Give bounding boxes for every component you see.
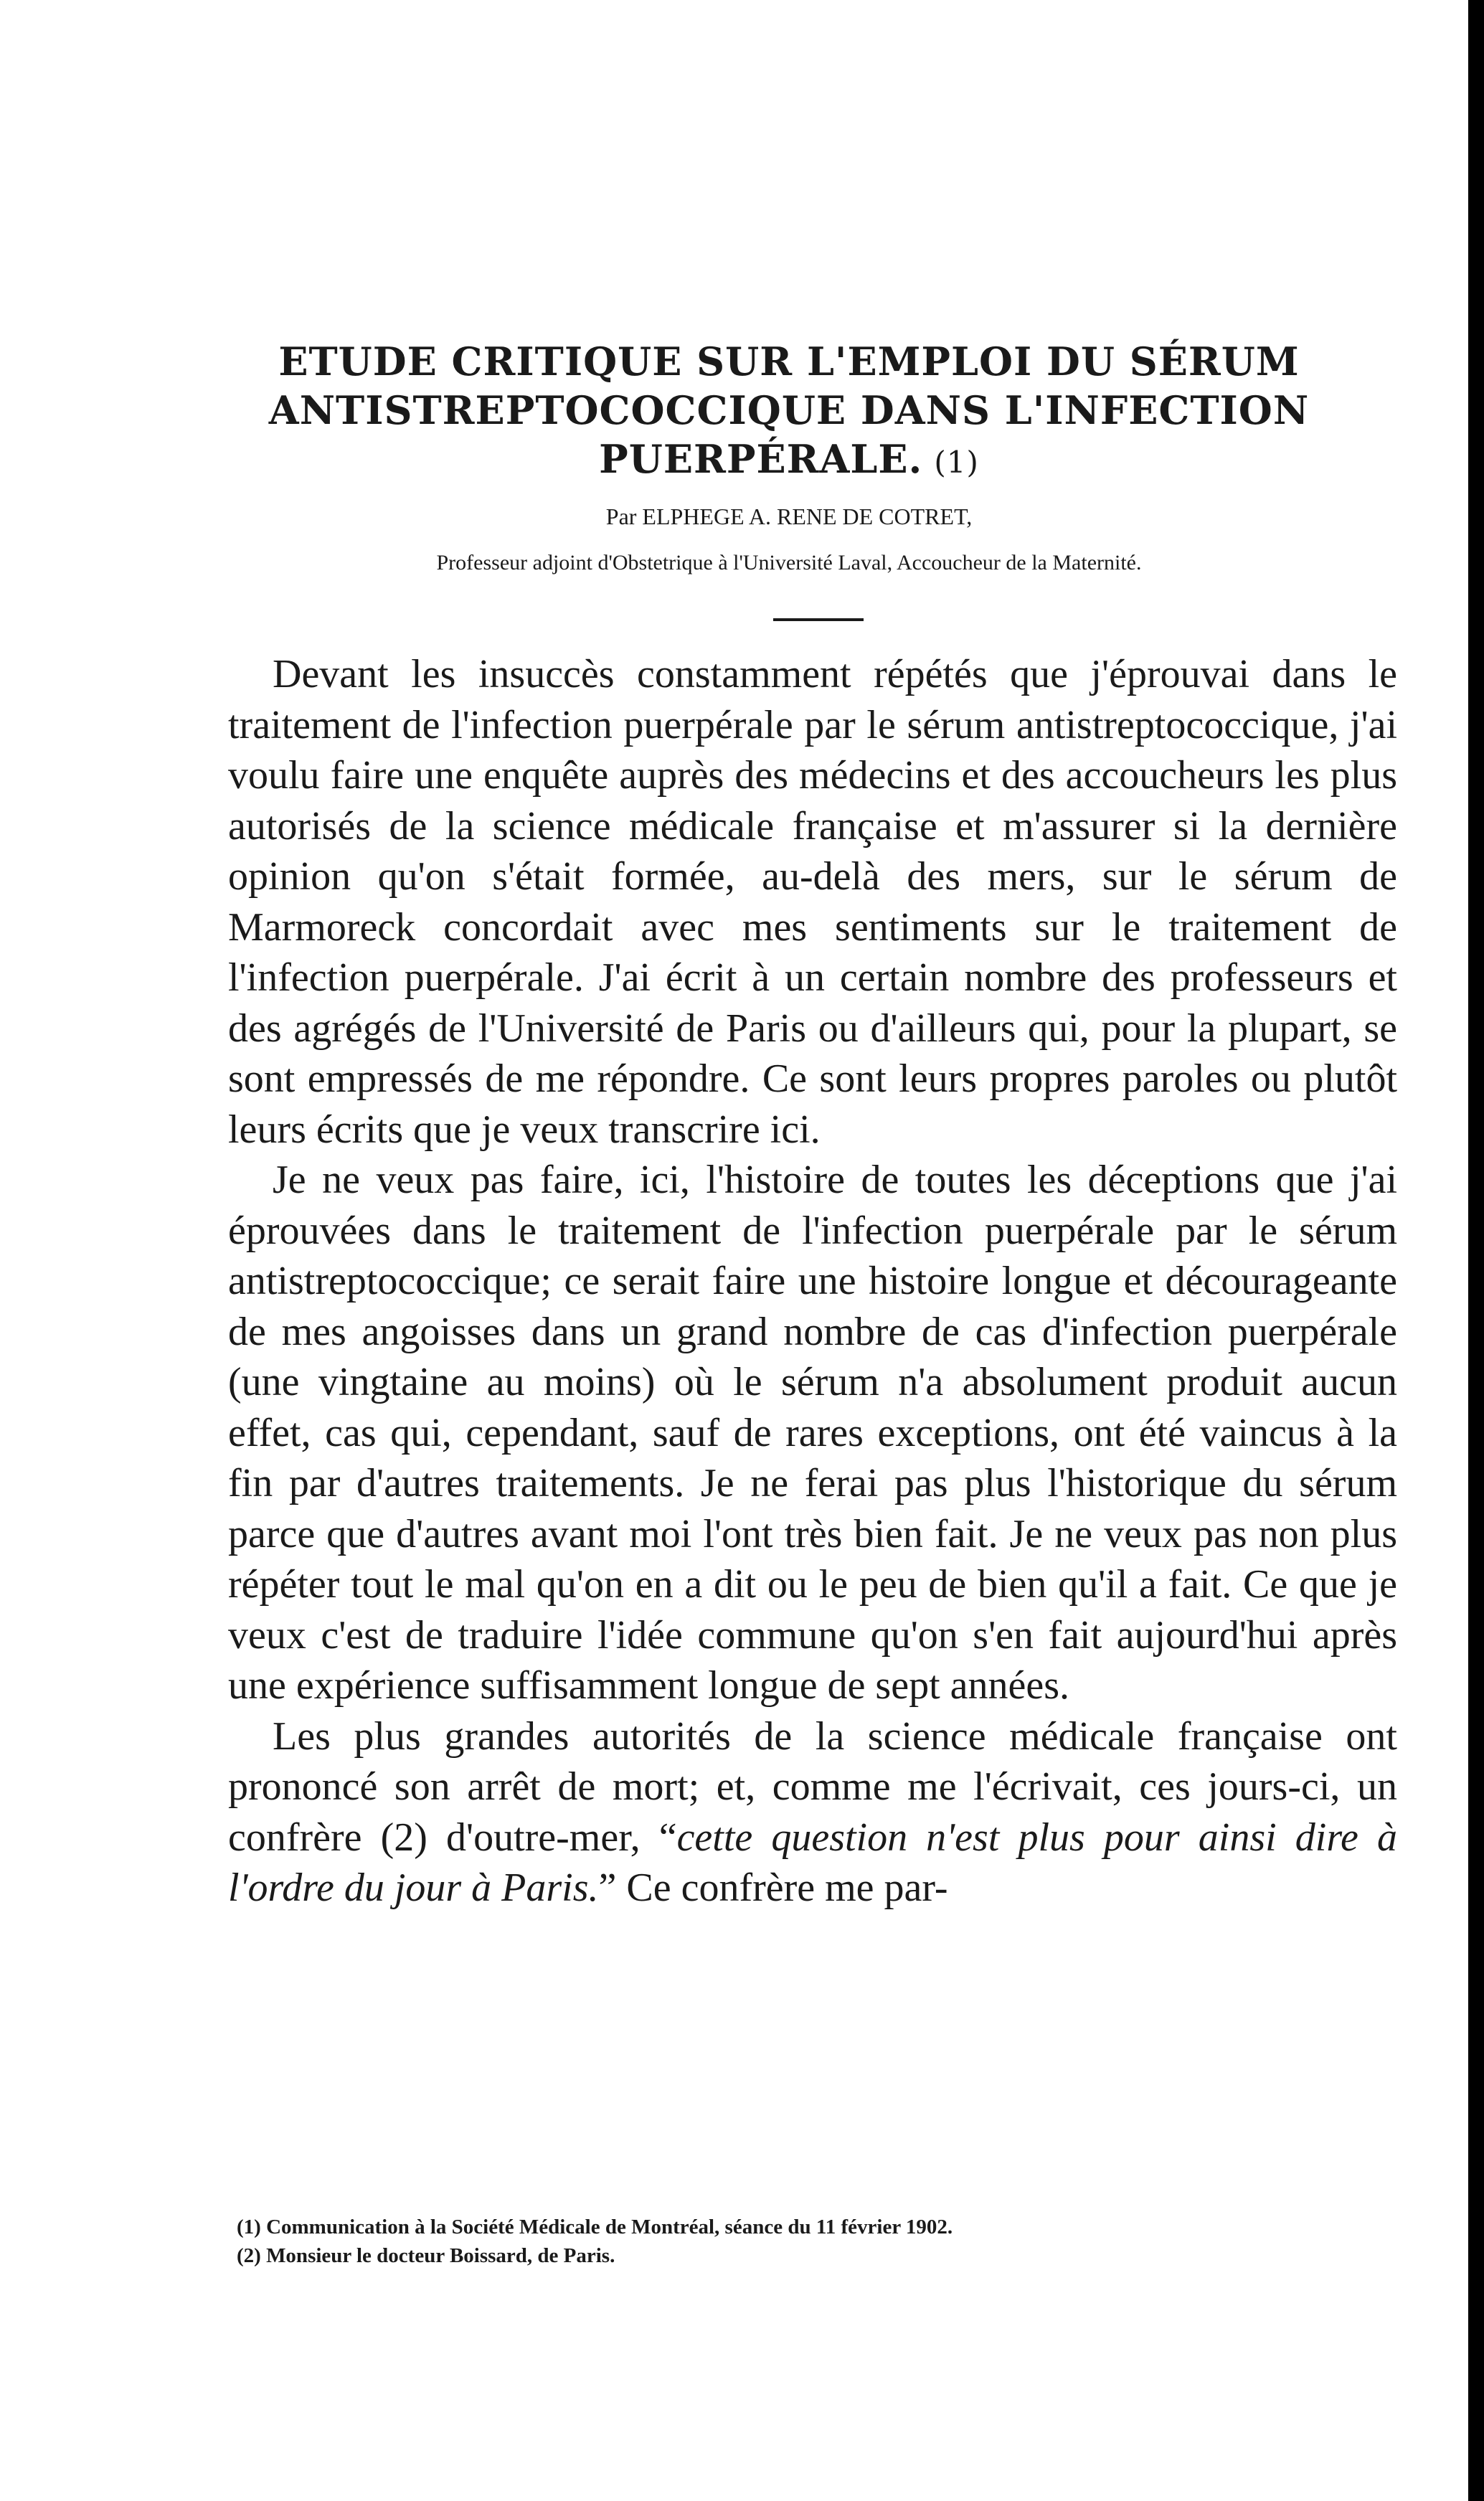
title-divider: [773, 618, 864, 621]
footnotes: [237, 2213, 1384, 2270]
author-byline: Par ELPHEGE A. RENE DE COTRET,: [605, 503, 973, 529]
paragraph-3-quote: cette question n'est plus pour ainsi dire à l'ordre du jour à Paris.: [228, 1815, 1397, 1910]
footnote-1: (1) Communication à la Société Médicale de Montréal, séance du 11 février 1902.: [237, 2216, 953, 2238]
paragraph-3-start: Les plus grandes autorités de la science médicale française ont prononcé son arrêt de mort; et, comme me l'écrivait, ces jours-ci, un confrère (2) d'outre-mer, “: [228, 1713, 1397, 1860]
title-line-3-text: PUERPÉRALE.: [599, 436, 923, 482]
article-title: [215, 337, 1363, 487]
footnote-2: (2) Monsieur le docteur Boissard, de Paris.: [237, 2244, 615, 2267]
title-line-1: ETUDE CRITIQUE SUR L'EMPLOI DU SÉRUM: [278, 339, 1300, 384]
title-line-3: [215, 435, 1363, 487]
paragraph-3-end: ” Ce confrère me par-: [598, 1866, 948, 1910]
paragraph-3: [228, 1711, 1397, 1914]
author-affiliation: Professeur adjoint d'Obstetrique à l'Université Laval, Accoucheur de la Maternité.: [436, 551, 1142, 575]
paragraph-1: Devant les insuccès constamment répétés que j'éprouvai dans le traitement de l'infection puerpérale par le sérum antistreptococcique, j'ai voulu faire une enquête auprès des médecins et des accoucheurs les plus autorisés de la science médicale française et m'assurer si la dernière opinion qu'on s'était formée, au-delà des mers, sur le sérum de Marmoreck concordait avec mes sentiments sur le traitement de l'infection puerpérale. J'ai écrit à un certain nombre des professeurs et des agrégés de l'Université de Paris ou d'ailleurs qui, pour la plupart, se sont empressés de me répondre. Ce sont leurs propres paroles ou plutôt leurs écrits que je veux transcrire ici.: [228, 652, 1397, 1152]
article-body: [228, 649, 1397, 1914]
title-footnote-ref: (1): [934, 445, 979, 480]
page-edge-border: [1468, 0, 1484, 2501]
paragraph-2: Je ne veux pas faire, ici, l'histoire de toutes les déceptions que j'ai éprouvées dans le traitement de l'infection puerpérale par le sérum antistreptococcique; ce serait faire une histoire longue et décourageante de mes angoisses dans un grand nombre de cas d'infection puerpérale (une vingtaine au moins) où le sérum n'a absolument produit aucun effet, cas qui, cependant, sauf de rares exceptions, ont été vaincus à la fin par d'autres traitements. Je ne ferai pas plus l'historique du sérum parce que d'autres avant moi l'ont très bien fait. Je ne veux pas non plus répéter tout le mal qu'on en a dit ou le peu de bien qu'il a fait. Ce que je veux c'est de traduire l'idée commune qu'on s'en fait aujourd'hui après une expérience suffisamment longue de sept années.: [228, 1158, 1397, 1708]
title-line-2: ANTISTREPTOCOCCIQUE DANS L'INFECTION: [268, 387, 1310, 433]
